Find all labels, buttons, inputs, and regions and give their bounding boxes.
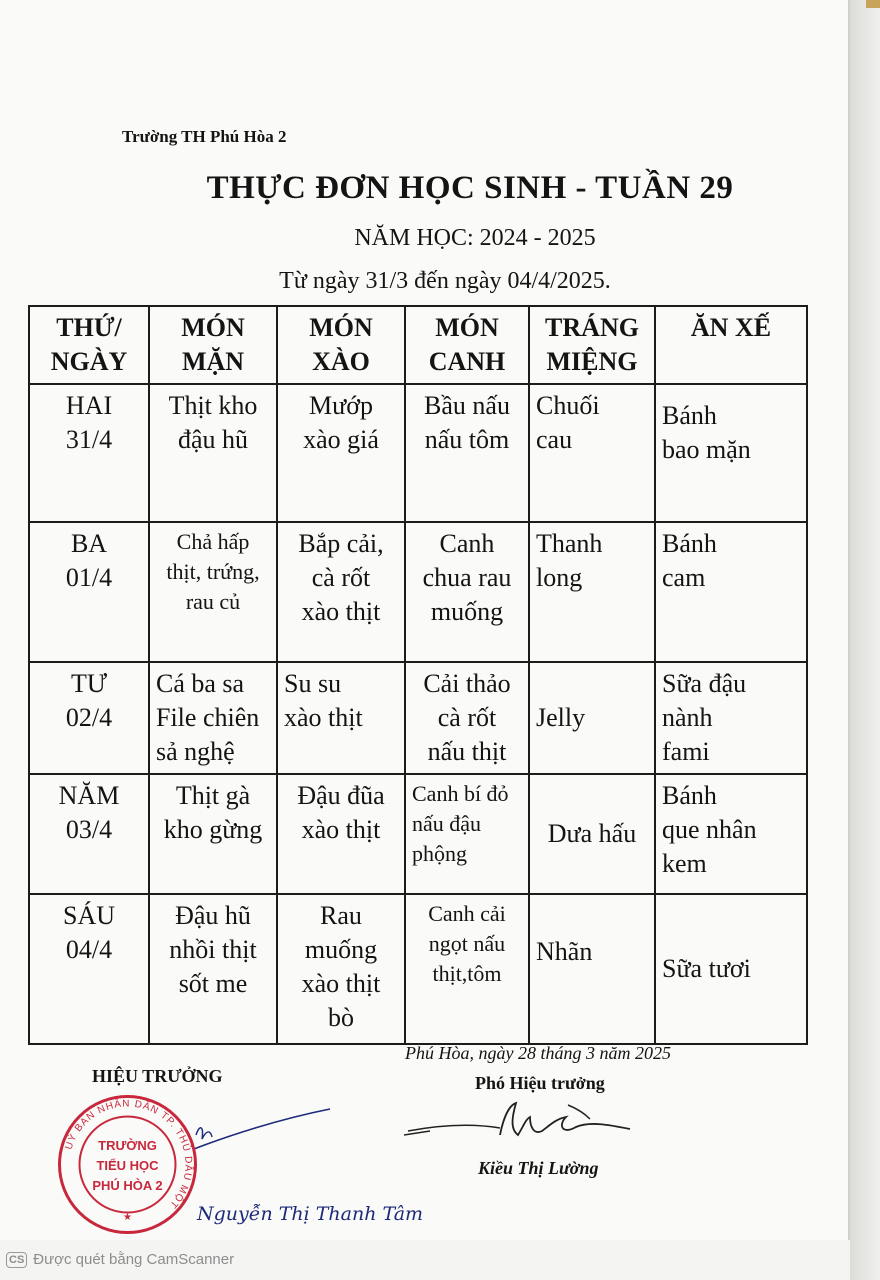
vice-principal-title: Phó Hiệu trưởng: [475, 1073, 605, 1093]
table-header-row: [29, 306, 807, 384]
day-cell: BA 01/4: [29, 522, 149, 662]
snack-cell: Sữa tươi: [655, 894, 807, 1044]
header-soup: MÓN CANH: [405, 306, 529, 384]
header-snack: ĂN XẾ: [655, 306, 807, 384]
dessert-cell: Jelly: [529, 662, 655, 774]
school-seal-icon: [55, 1092, 200, 1237]
camscanner-logo-icon: CS: [6, 1252, 27, 1268]
soup-cell: Canh chua rau muống: [405, 522, 529, 662]
school-year: NĂM HỌC: 2024 - 2025: [354, 225, 596, 251]
svg-text:UỶ BAN NHÂN DÂN TP. THỦ DẦU MỘ: UỶ BAN NHÂN DÂN TP. THỦ DẦU MỘT: [63, 1098, 194, 1211]
snack-cell: Bánh cam: [655, 522, 807, 662]
vice-principal-name: Kiều Thị Lường: [478, 1158, 599, 1178]
menu-table: [28, 305, 808, 1045]
dessert-cell: Nhãn: [529, 894, 655, 1044]
table-row: [29, 522, 807, 662]
main-dish-cell: Đậu hũ nhồi thịt sốt me: [149, 894, 277, 1044]
stir-fry-cell: Rau muống xào thịt bò: [277, 894, 405, 1044]
main-dish-cell: Cá ba sa File chiên sả nghệ: [149, 662, 277, 774]
principal-title: HIỆU TRƯỞNG: [92, 1066, 223, 1086]
soup-cell: Canh cải ngọt nấu thịt,tôm: [405, 894, 529, 1044]
principal-signature: Nguyễn Thị Thanh Tâm: [197, 1203, 424, 1225]
principal-signature-stroke-icon: [190, 1105, 340, 1155]
day-cell: SÁU 04/4: [29, 894, 149, 1044]
place-date: Phú Hòa, ngày 28 tháng 3 năm 2025: [405, 1043, 671, 1063]
header-day: THỨ/ NGÀY: [29, 306, 149, 384]
svg-text:TRƯỜNG: TRƯỜNG: [98, 1138, 157, 1153]
table-row: [29, 894, 807, 1044]
header-stir-fry: MÓN XÀO: [277, 306, 405, 384]
day-cell: NĂM 03/4: [29, 774, 149, 894]
day-cell: TƯ 02/4: [29, 662, 149, 774]
dessert-cell: Thanh long: [529, 522, 655, 662]
camscanner-watermark: [6, 1251, 234, 1268]
svg-text:★: ★: [123, 1212, 132, 1223]
stir-fry-cell: Mướp xào giá: [277, 384, 405, 522]
header-dessert: TRÁNG MIỆNG: [529, 306, 655, 384]
stir-fry-cell: Bắp cải, cà rốt xào thịt: [277, 522, 405, 662]
svg-text:PHÚ HÒA 2: PHÚ HÒA 2: [92, 1178, 163, 1193]
dessert-cell: Chuối cau: [529, 384, 655, 522]
snack-cell: Bánh bao mặn: [655, 384, 807, 522]
soup-cell: Canh bí đỏ nấu đậu phộng: [405, 774, 529, 894]
stir-fry-cell: Su su xào thịt: [277, 662, 405, 774]
camscanner-text: Được quét bằng CamScanner: [33, 1251, 235, 1268]
day-cell: HAI 31/4: [29, 384, 149, 522]
page-corner-tab: [866, 0, 880, 8]
main-dish-cell: Thịt gà kho gừng: [149, 774, 277, 894]
soup-cell: Cải thảo cà rốt nấu thịt: [405, 662, 529, 774]
vice-principal-signature-icon: [400, 1095, 640, 1155]
stir-fry-cell: Đậu đũa xào thịt: [277, 774, 405, 894]
dessert-cell: Dưa hấu: [529, 774, 655, 894]
table-row: [29, 384, 807, 522]
main-dish-cell: Chả hấp thịt, trứng, rau củ: [149, 522, 277, 662]
header-main-dish: MÓN MẶN: [149, 306, 277, 384]
table-row: [29, 662, 807, 774]
snack-cell: Sữa đậu nành fami: [655, 662, 807, 774]
svg-text:TIỂU HỌC: TIỂU HỌC: [96, 1158, 159, 1173]
snack-cell: Bánh que nhân kem: [655, 774, 807, 894]
document-title: THỰC ĐƠN HỌC SINH - TUẦN 29: [206, 170, 734, 206]
soup-cell: Bầu nấu nấu tôm: [405, 384, 529, 522]
school-name: Trường TH Phú Hòa 2: [122, 127, 287, 146]
table-row: [29, 774, 807, 894]
main-dish-cell: Thịt kho đậu hũ: [149, 384, 277, 522]
date-range: Từ ngày 31/3 đến ngày 04/4/2025.: [279, 268, 611, 294]
